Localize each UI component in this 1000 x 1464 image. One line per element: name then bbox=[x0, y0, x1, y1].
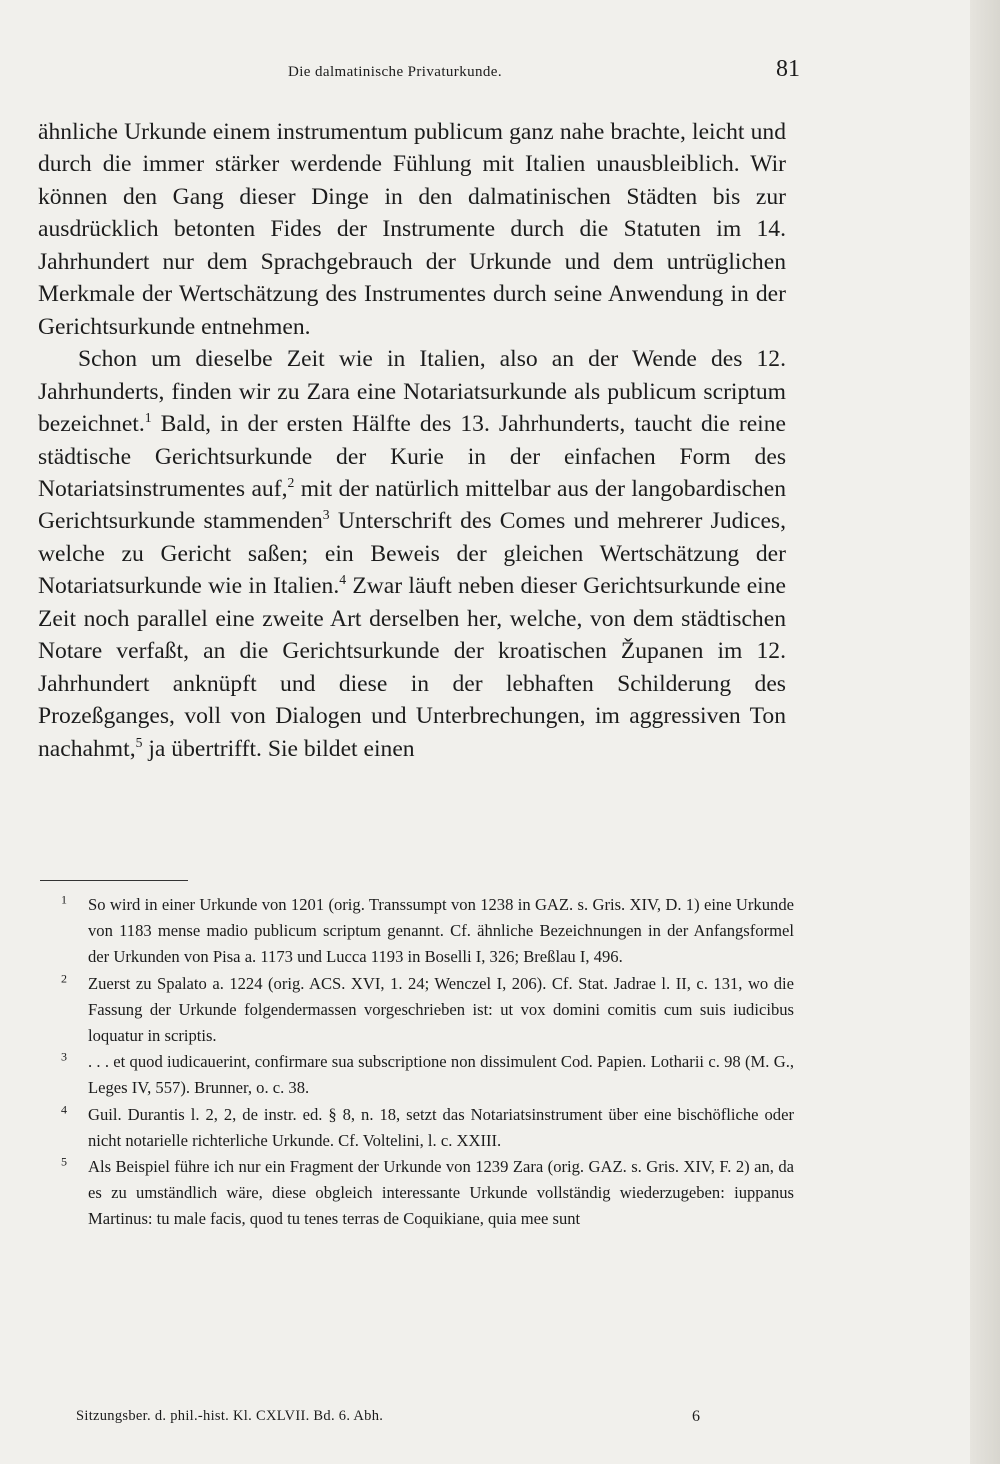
signature-number: 6 bbox=[692, 1408, 700, 1425]
footnote-number: 1 bbox=[61, 892, 67, 907]
footnotes bbox=[40, 892, 794, 1233]
footnote-2 bbox=[40, 971, 794, 1050]
footnote-number: 3 bbox=[61, 1049, 67, 1064]
footnote-text: So wird in einer Urkunde von 1201 (orig. Transsumpt von 1238 in GAZ. s. Gris. XIV, D. 1) eine Urkunde von 1183 mense madio publicum scriptum genannt. Cf. ähnliche Bezeichnungen in der Anfangsformel der Urkunden von Pisa a. 1173 und Lucca 1193 in Boselli I, 326; Breßlau I, 496. bbox=[88, 895, 794, 967]
footnote-ref-2[interactable]: 2 bbox=[287, 475, 295, 491]
footnote-4 bbox=[40, 1102, 794, 1154]
footnote-number: 4 bbox=[61, 1102, 67, 1117]
paragraph-1-text: ähnliche Urkunde einem instrumentum publicum ganz nahe brachte, leicht und durch die immer stärker werdende Fühlung mit Italien unausbleiblich. Wir können den Gang dieser Dinge in den dalmatinischen Städten bis zur ausdrücklich betonten Fides der Instrumente durch die Statuten im 14. Jahrhundert nur dem Sprachgebrauch der Urkunde und dem untrüglichen Merkmale der Wertschätzung des Instrumentes durch seine Anwendung in der Gerichtsurkunde entnehmen. bbox=[38, 119, 786, 340]
running-head bbox=[40, 56, 800, 86]
running-title: Die dalmatinische Privaturkunde. bbox=[288, 64, 502, 80]
body-text bbox=[38, 116, 786, 765]
footnote-5 bbox=[40, 1154, 794, 1233]
footnote-number: 5 bbox=[61, 1154, 67, 1169]
footnote-text: Zuerst zu Spalato a. 1224 (orig. ACS. XVI, 1. 24; Wenczel I, 206). Cf. Stat. Jadrae l. II, c. 131, wo die Fassung der Urkunde folgendermassen vorgeschrieben ist: ut vox domini comitis cum suis iudicibus loquatur in scriptis. bbox=[88, 973, 794, 1046]
signature-line bbox=[40, 1408, 700, 1432]
footnote-ref-1[interactable]: 1 bbox=[144, 410, 152, 426]
page-number: 81 bbox=[776, 56, 800, 82]
paragraph-1 bbox=[38, 116, 786, 343]
signature-text: Sitzungsber. d. phil.-hist. Kl. CXLVII. Bd. 6. Abh. bbox=[76, 1408, 384, 1424]
footnote-ref-4[interactable]: 4 bbox=[339, 572, 347, 588]
footnote-3 bbox=[40, 1049, 794, 1101]
footnote-number: 2 bbox=[61, 971, 67, 986]
footnote-text: Guil. Durantis l. 2, 2, de instr. ed. § 8, n. 18, setzt das Notariatsinstrument über eine bischöfliche oder nicht notarielle richterliche Urkunde. Cf. Voltelini, l. c. XXIII. bbox=[88, 1104, 794, 1150]
footnote-ref-5[interactable]: 5 bbox=[135, 734, 143, 750]
page-edge bbox=[970, 0, 1000, 1464]
footnote-ref-3[interactable]: 3 bbox=[322, 507, 330, 523]
paragraph-2-text-1: Schon um dieselbe Zeit wie in Italien, also an der Wende des 12. Jahrhunderts, finden wir zu Zara eine Notariatsurkunde als publicum scriptum bezeichnet. bbox=[38, 346, 786, 438]
footnote-rule bbox=[40, 880, 188, 881]
footnote-text: . . . et quod iudicauerint, confirmare sua subscriptione non dissimulent Cod. Papien. Lotharii c. 98 (M. G., Leges IV, 557). Brunner, o. c. 38. bbox=[88, 1052, 794, 1098]
paragraph-2-text-5: Zwar läuft neben dieser Gerichtsurkunde eine Zeit noch parallel eine zweite Art derselben her, welche, von dem städtischen Notare verfaßt, an die Gerichtsurkunde der kroatischen Županen im 12. Jahrhundert anknüpft und diese in der lebhaften Schilderung des Prozeßganges, voll von Dialogen und Unterbrechungen, im aggressiven Ton nachahmt, bbox=[38, 573, 786, 762]
paragraph-2-text-6: ja übertrifft. Sie bildet einen bbox=[142, 735, 415, 762]
paragraph-2-text-4: Unterschrift des Comes und mehrerer Judices, welche zu Gericht saßen; ein Beweis der gleichen Wertschätzung der Notariatsurkunde wie in Italien. bbox=[38, 508, 786, 600]
paragraph-2-text-3: mit der natürlich mittelbar aus der langobardischen Gerichtsurkunde stammenden bbox=[38, 475, 786, 535]
paragraph-2 bbox=[38, 343, 786, 765]
footnote-1 bbox=[40, 892, 794, 971]
footnote-text: Als Beispiel führe ich nur ein Fragment der Urkunde von 1239 Zara (orig. GAZ. s. Gris. XIV, F. 2) an, da es zu umständlich wäre, diese obgleich interessante Urkunde vollständig wiederzugeben: iuppanus Martinus: tu male facis, quod tu tenes terras de Coquikiane, quia mee sunt bbox=[88, 1157, 794, 1229]
paragraph-2-text-2: Bald, in der ersten Hälfte des 13. Jahrhunderts, taucht die reine städtische Gerichtsurkunde der Kurie in der einfachen Form des Notariatsinstrumentes auf, bbox=[38, 411, 786, 502]
